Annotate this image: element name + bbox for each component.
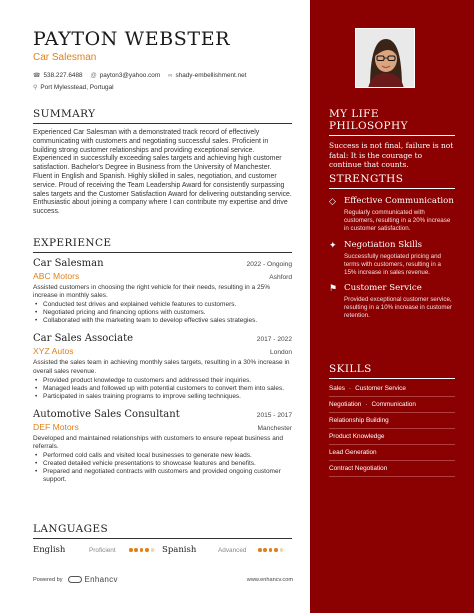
- job-bullets: [33, 377, 292, 401]
- job-dates: 2022 - Ongoing: [246, 261, 292, 268]
- summary-section: [33, 108, 292, 217]
- skill-tag: Sales: [329, 385, 345, 392]
- footer: [33, 575, 293, 584]
- language-rating: [258, 548, 283, 552]
- job-entry: [33, 333, 292, 400]
- rating-dot: [140, 548, 144, 552]
- job-bullet: • Managed leads and followed up with potential customers to convert them into sales.: [33, 385, 292, 393]
- profile-photo: [355, 28, 415, 88]
- at-icon: @: [90, 72, 97, 79]
- rating-dot: [129, 548, 133, 552]
- job-location: Ashford: [269, 274, 292, 281]
- email-contact[interactable]: [91, 72, 161, 79]
- sidebar: [310, 0, 474, 613]
- language-rating: [129, 548, 154, 552]
- phone-icon: ☎: [33, 73, 41, 79]
- location-row: [33, 84, 292, 91]
- job-bullet: • Created detailed vehicle presentations to showcase features and benefits.: [33, 460, 292, 468]
- candidate-name: PAYTON WEBSTER: [33, 28, 231, 50]
- experience-heading: EXPERIENCE: [33, 237, 292, 253]
- philosophy-heading: MY LIFE PHILOSOPHY: [329, 108, 455, 136]
- skill-row: [329, 397, 455, 413]
- job-description: Assisted customers in choosing the right vehicle for their needs, resulting in a 25% increase in monthly sales.: [33, 284, 271, 300]
- language-level: Advanced: [218, 546, 247, 554]
- language-level: Proficient: [89, 546, 116, 554]
- strength-item: [329, 283, 455, 320]
- strength-name: Negotiation Skills: [344, 239, 422, 250]
- summary-text: Experienced Car Salesman with a demonstrated track record of effectively communicating with customers and negotiating successful sales. Proficient in building strong customer relationships and providing exceptional service. Experienced in successfully exceeding sales targets and achieving high customer satisfaction. Bachelor's Degree in Business from the University of Manchester. Fluent in English and Spanish. Highly skilled in sales, negotiation, and customer service. Proud of receiving the Team Leadership Award for consistently surpassing sales targets and the Customer Satisfaction Award for delivering outstanding service. Enthusiastic about joining a company where I can contribute my expertise and drive success.: [33, 129, 292, 216]
- job-bullet: • Provided product knowledge to customers and addressed their inquiries.: [33, 377, 292, 385]
- skills-list: [329, 381, 455, 477]
- job-dates: 2017 - 2022: [256, 336, 292, 344]
- strength-description: Provided exceptional customer service, resulting in a 10% increase in customer retention.: [344, 296, 452, 320]
- skill-row: [329, 381, 455, 397]
- job-title: Car Salesman: [33, 258, 104, 269]
- job-title: Automotive Sales Consultant: [33, 408, 180, 420]
- job-bullets: [33, 301, 292, 325]
- website-text: shady-embellishment.net: [175, 72, 247, 79]
- languages-section: [33, 523, 292, 555]
- job-description: Assisted the sales team in achieving monthly sales targets, resulting in a 30% increase in overall sales revenue.: [33, 359, 290, 375]
- language-name: Spanish: [162, 545, 197, 555]
- job-bullet: • Negotiated pricing and financing options with customers.: [33, 309, 292, 317]
- job-bullet: • Prepared and negotiated contracts with customers and provided ongoing customer support.: [33, 468, 292, 484]
- strength-name: Customer Service: [344, 283, 422, 294]
- skill-tag: Customer Service: [355, 385, 406, 392]
- philosophy-text: Success is not final, failure is not fatal: It is the courage to continue that counts.: [329, 141, 454, 170]
- job-bullet: • Collaborated with the marketing team to develop effective sales strategies.: [33, 317, 292, 325]
- strength-item: [329, 240, 455, 277]
- rating-dot: [258, 548, 262, 552]
- flag-icon: ⚑: [329, 283, 338, 294]
- location-pin-icon: ⚲: [33, 85, 38, 91]
- skill-separator: ·: [365, 401, 368, 408]
- strengths-section: [329, 173, 455, 320]
- footer-url[interactable]: www.enhancv.com: [246, 576, 293, 583]
- job-location: Manchester: [257, 424, 292, 432]
- brand-name: Enhancv: [84, 575, 118, 584]
- languages-heading: LANGUAGES: [33, 523, 292, 539]
- skill-row: [329, 413, 455, 429]
- skills-section: [329, 363, 455, 477]
- job-entry: [33, 409, 292, 484]
- contact-row: [33, 72, 292, 79]
- language-name: English: [33, 545, 66, 555]
- website-contact[interactable]: [168, 72, 246, 79]
- strength-name: Effective Communication: [344, 196, 454, 206]
- job-dates: 2015 - 2017: [256, 411, 292, 419]
- strengths-heading: STRENGTHS: [329, 173, 455, 189]
- skill-tag: Lead Generation: [329, 449, 377, 456]
- candidate-role: Car Salesman: [33, 52, 97, 63]
- strength-description: Regularly communicated with customers, resulting in a 20% increase in customer satisfaction.: [344, 209, 451, 232]
- rating-dot: [145, 548, 149, 552]
- company-name: ABC Motors: [33, 271, 80, 281]
- diamond-icon: ◇: [329, 196, 336, 206]
- strength-description: Successfully negotiated pricing and terms with customers, resulting in a 15% increase in sales revenue.: [344, 252, 441, 276]
- summary-heading: SUMMARY: [33, 108, 292, 124]
- job-location: London: [269, 349, 292, 357]
- job-bullet: • Performed cold calls and visited local businesses to generate new leads.: [33, 452, 292, 460]
- profile-photo-image: [356, 29, 415, 88]
- job-entry: [33, 258, 292, 325]
- location-text: Port Mylesstead, Portugal: [40, 84, 114, 91]
- powered-by-label: Powered by: [33, 576, 63, 583]
- language-item: [33, 545, 162, 555]
- skill-row: [329, 445, 455, 461]
- skills-heading: SKILLS: [329, 363, 455, 379]
- rating-dot: [263, 548, 267, 552]
- phone-text: 538.227.6488: [43, 72, 83, 79]
- enhancv-logo-icon: [68, 576, 82, 583]
- skill-row: [329, 461, 455, 477]
- strength-item: [329, 196, 455, 233]
- link-icon: ∞: [168, 72, 173, 79]
- job-title: Car Sales Associate: [33, 333, 134, 345]
- skill-separator: ·: [349, 385, 352, 392]
- rating-dot: [280, 548, 284, 552]
- brand-logo[interactable]: [68, 575, 118, 584]
- job-description: Developed and maintained relationships with customers to ensure repeat business and referrals.: [33, 434, 284, 451]
- language-item: [162, 545, 291, 555]
- email-text: payton3@yahoo.com: [99, 72, 161, 79]
- company-name: DEF Motors: [33, 421, 79, 432]
- lightbulb-icon: ✦: [329, 239, 337, 250]
- company-name: XYZ Autos: [33, 346, 74, 357]
- skill-tag: Communication: [371, 401, 416, 408]
- skill-row: [329, 429, 455, 445]
- job-bullets: [33, 452, 292, 484]
- experience-section: [33, 237, 292, 492]
- phone-contact: [33, 72, 83, 79]
- skill-tag: Negotiation: [329, 401, 362, 408]
- rating-dot: [151, 548, 155, 552]
- job-bullet: • Participated in sales training programs to improve selling techniques.: [33, 393, 292, 401]
- rating-dot: [269, 548, 273, 552]
- philosophy-section: [329, 108, 455, 170]
- rating-dot: [274, 548, 278, 552]
- skill-tag: Relationship Building: [329, 417, 389, 424]
- job-bullet: • Conducted test drives and explained vehicle features to customers.: [33, 301, 292, 309]
- skill-tag: Contract Negotiation: [329, 465, 388, 472]
- skill-tag: Product Knowledge: [329, 433, 385, 440]
- rating-dot: [134, 548, 138, 552]
